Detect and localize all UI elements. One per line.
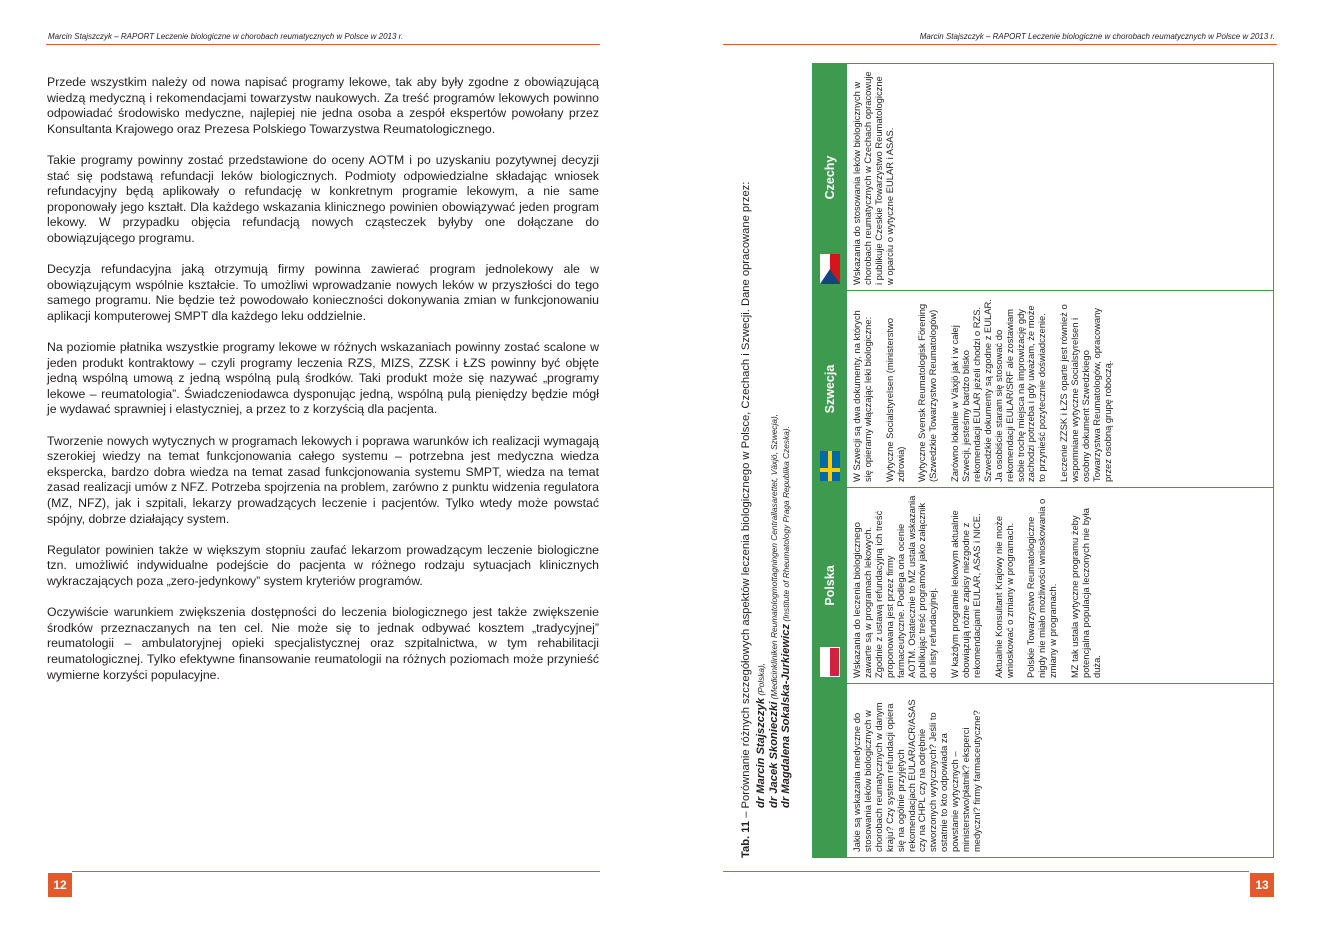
cell-szwecja [852,297,1125,482]
left-page [0,0,650,935]
cell-paragraph: MZ tak ustala wytyczne programu żeby potencjalna populacja leczonych nie była duża. [1069,508,1102,678]
cell-paragraph: Wytyczne Svensk Reumatologisk Förening (Szwedzkie Towarzystwo Reumatologów) [916,303,939,482]
comparison-table [812,63,1274,858]
cell-polska [852,494,1114,678]
author-name: dr Marcin Stajszczyk [755,697,767,808]
footer-rule [72,871,600,872]
sweden-flag-icon [820,451,840,481]
header-label-czechy: Czechy [823,155,837,200]
author-name: dr Jacek Skonieczki [767,701,780,808]
header-cell-czechy [813,65,847,290]
author-name: dr Magdalena Sokalska-Jurkiewicz [780,623,792,808]
table-caption [739,68,754,858]
header-rule [723,44,1277,45]
cell-paragraph: Wskazania do stosowania leków biologicznych w chorobach reumatycznych w Czechach opracowuje i publikuje Czeskie Towarzystwo Reumatologiczne w oparciu o wytyczne EULAR i ASAS. [851,71,895,285]
author-affiliation: (Medicinkliniken Reumatologmottagningen Centrallasarettet, Växjö, Szwecja), [768,413,779,702]
paragraph: Regulator powinien także w większym stopniu zaufać lekarzom prowadzącym leczenie biologiczne tzn. umożliwić indywidualne podejście do pacjenta w różnego rodzaju sytuacjach klinicznych wykraczających poza „zero-jedynkowy” system kryteriów programów. [47,542,599,588]
cell-paragraph: Zarówno lokalnie w Växjö jak i w całej Szwecji, jesteśmy bardzo blisko rekomendacji EULAR jeżeli chodzi o RZS. Szwedzkie dokumenty są zgodne z EULAR. Ja osobiście staram się stosować do rekomendacji EULAR/SRF ale zostawiam sobie trochę miejsca na improwizację gdy zachodzi potrzeba i gdy uważam, że może to przynieść pozytecznie doświadczenie. [949,299,1048,482]
author-affiliation: (Polska), [756,662,766,698]
footer-rule [723,871,1249,872]
table-column-question [813,684,1273,857]
header-cell-empty [813,684,847,857]
cell-czechy [852,71,907,285]
cell-paragraph: Wytyczne Socialstyrelsen (ministerstwo zdrowia) [883,317,906,482]
table-column-polska [813,488,1273,684]
paragraph: Tworzenie nowych wytycznych w programach lekowych i poprawa warunków ich realizacji wymagają szerokiej wiedzy na temat funkcjonowania całego systemu – potrzebna jest medyczna wiedza ekspercka, bardzo dobra wiedza na temat zasad funkcjonowania systemu SMPT, wiedza na temat zasad realizacji umów z NFZ. Potrzeba spojrzenia na problem, zarówno z punktu widzenia regulatora (MZ, NFZ), jak i szpitali, lekarzy prowadzących leczenie i pacjentów. Tylko wtedy może powstać spójny, dobrze działający system. [47,433,599,526]
cell-paragraph: Wskazania do leczenia biologicznego zawarte są w programach lekowych. Zgodnie z ustawą refundacyjną ich treść proponowana jest przez firmy farmaceutyczne. Podlega ona ocenie AOTM. Ostatecznie to MZ ustala wskazania publikując treść programów jako załącznik do listy refundacyjnej. [851,495,939,678]
header-cell-szwecja [813,291,847,487]
cell-paragraph: Aktualnie Konsultant Krajowy nie może wnioskować o zmiany w programach. [992,515,1015,678]
running-head: Marcin Stajszczyk – RAPORT Leczenie biologiczne w chorobach reumatycznych w Polsce w 2013 r. [919,32,1275,41]
header-label-szwecja: Szwecja [823,364,837,414]
header-cell-polska [813,488,847,683]
cell-paragraph: Polskie Towarzystwo Reumatologiczne nigdy nie miało możliwości wnioskowania o zmiany w programach. [1025,498,1059,678]
paragraph: Takie programy powinny zostać przedstawione do oceny AOTM i po uzyskaniu pozytywnej decyzji stać się podstawą refundacji leków biologicznych. Podmioty odpowiedzialne składając wniosek refundacyjny będą aplikowały o refundację w konkretnym programie lekowym, a nie same proponowały jego kształt. Dla każdego wskazania klinicznego powinien obowiązywać jeden program lekowy. W przypadku objęcia refundacją nowych cząsteczek byłyby one dołączane do obowiązującego programu. [47,152,599,245]
authors-list [755,414,793,808]
body-text [47,75,599,699]
table-column-szwecja [813,291,1273,488]
cell-paragraph: W każdym programie lekowym aktualnie obowiązują różne zapisy niezgodne z rekomendacjami EULAR, ASAS i NICE. [949,510,982,678]
author-affiliation: (Institute of Rheumatology Praga Republika Czeska). [781,426,791,624]
paragraph: Przede wszystkim należy od nowa napisać programy lekowe, tak aby były zgodne z obowiązującą wiedzą medyczną i rekomendacjami towarzystw naukowych. Za treść programów lekowych powinno odpowiadać środowisko medyczne, najlepiej nie jedna osoba a zespół ekspertów powołany przez Konsultanta Krajowego oraz Prezesa Polskiego Towarzystwa Reumatologicznego. [47,75,599,136]
page-number: 13 [1250,873,1274,897]
header-label-polska: Polska [823,565,837,606]
running-head: Marcin Stajszczyk – RAPORT Leczenie biologiczne w chorobach reumatycznych w Polsce w 2013 r. [48,32,404,41]
paragraph: Na poziomie płatnika wszystkie programy lekowe w różnych wskazaniach powinny zostać scalone w jeden produkt kontraktowy – czyli programy leczenia RZS, MIZS, ZZSK i ŁZS powinny być objęte jedną wspólną umową z jedną wspólną pulą środków. Taki produkt może się nazywać „programy lekowe – reumatologia”. Świadczeniodawca dysponując jedną, wspólną pulą pieniędzy będzie mógł je wydawać sprawniej i elastyczniej, a przez to z korzyścią dla pacjenta. [47,340,599,417]
rotated-table-block [727,63,1323,858]
table-column-czechy [813,65,1273,291]
header-rule [46,44,600,45]
table-caption-text: – Porównanie różnych szczegółowych aspektów leczenia biologicznego w Polsce, Czechach i Szwecji. Dane opracowane przez: [740,181,752,821]
paragraph: Oczywiście warunkiem zwiększenia dostępności do leczenia biologicznego jest także zwiększenie środków przeznaczanych na ten cel. Nie może się to jednak odbywać kosztem „tradycyjnej” reumatologii – ambulatoryjnej opieki specjalistycznej oraz szpitalnictwa, w tym rehabilitacji reumatologicznej. Tylko efektywne finansowanie reumatologii na różnych poziomach może przynieść wymierne korzyści populacyjne. [47,605,599,682]
czech-flag-icon [820,254,840,284]
paragraph: Decyzja refundacyjna jaką otrzymują firmy powinna zawierać program jednolekowy ale w obowiązującym wspólnie kształcie. To umożliwi wprowadzanie nowych leków w przyszłości do tego samego programu. Nie będzie też powodowało konieczności dokonywania zmian w funkcjonowaniu aplikacji komputerowej SMPT dla każdego leku oddzielnie. [47,262,599,323]
cell-paragraph: W Szwecji są dwa dokumenty, na których się opieramy włączając leki biologiczne: [851,310,873,482]
author-line [755,414,768,808]
cell-paragraph: Leczenie ZZSK i ŁZS oparte jest również o wspomniane wytyczne Socialstyrelsen i osobny dokument Szwedzkiego Towarzystwa Reumatologów, opracowany przez osobną grupę roboczą. [1058,304,1113,482]
author-line [768,414,781,808]
table-label: Tab. 11 [740,820,752,858]
poland-flag-icon [820,647,840,677]
question-text: Jakie są wskazania medyczne do stosowania leków biologicznych w chorobach reumatycznych w danym kraju? Czy system refundacji opiera się na ogólnie przyjętych rekomendacjach EULAR/ACR/ASAS czy na CHPL czy na odrębnie stworzonych wytycznych? Jeśli to ostatnie to kto odpowiada za powstanie wytycznych – ministerstwo/płatnik? eksperci medyczni? firmy farmaceutyczne? [851,699,982,852]
page-number: 12 [48,873,72,897]
author-line [780,414,793,808]
question-cell [852,690,994,852]
